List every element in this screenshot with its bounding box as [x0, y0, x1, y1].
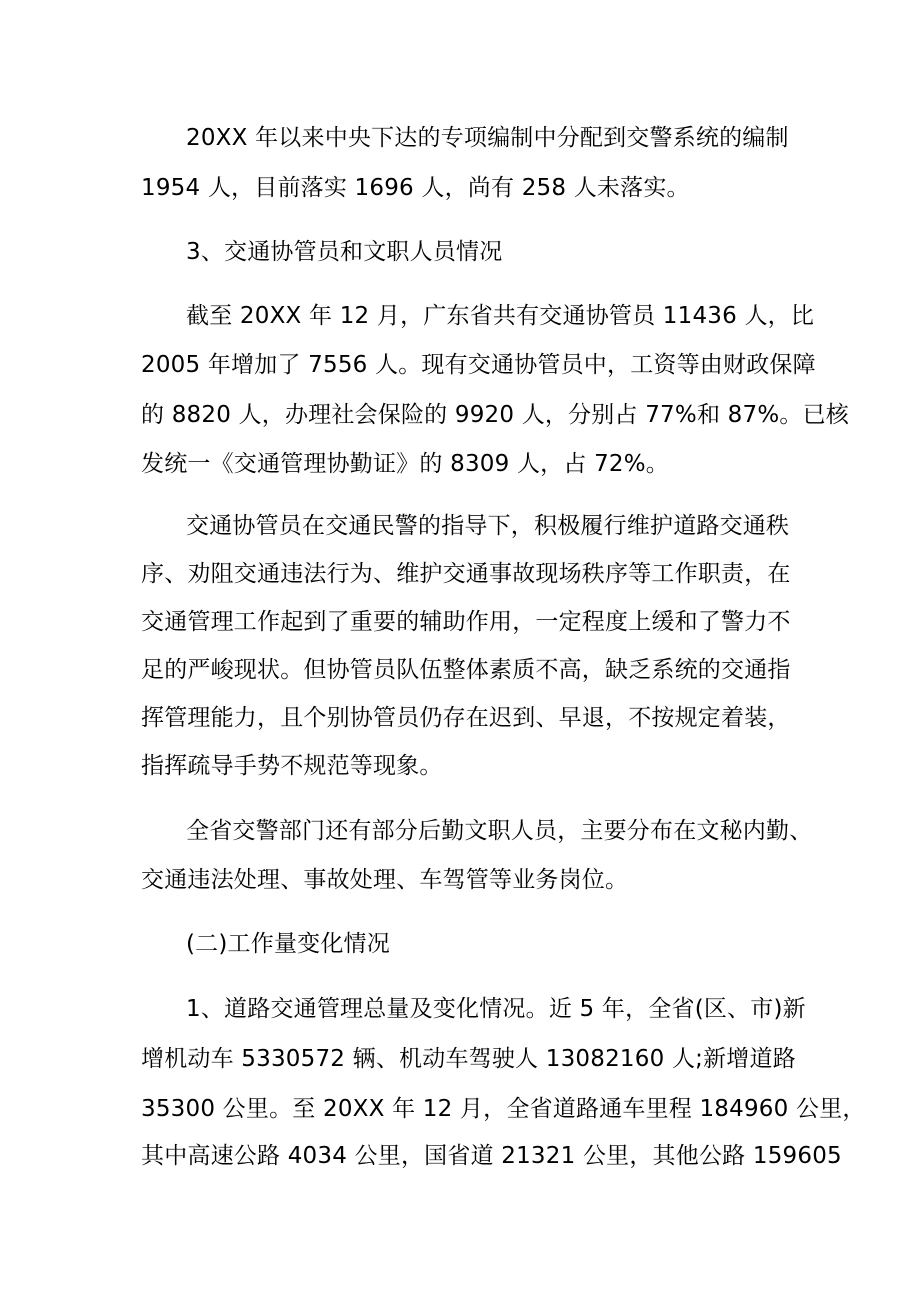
paragraph-line: 其中高速公路 4034 公里，国省道 21321 公里，其他公路 159605	[141, 1143, 842, 1169]
paragraph-line: 1、道路交通管理总量及变化情况。近 5 年，全省(区、市)新	[186, 996, 806, 1022]
paragraph-line: 挥管理能力，且个别协管员仍存在迟到、早退，不按规定着装，	[141, 705, 791, 731]
paragraph-line: 交通管理工作起到了重要的辅助作用，一定程度上缓和了警力不	[141, 609, 791, 635]
paragraph-line: 指挥疏导手势不规范等现象。	[141, 753, 443, 779]
paragraph-line: 截至 20XX 年 12 月，广东省共有交通协管员 11436 人，比	[186, 303, 815, 329]
paragraph-line: 20XX 年以来中央下达的专项编制中分配到交警系统的编制	[186, 125, 789, 151]
paragraph-line: 的 8820 人，办理社会保险的 9920 人，分别占 77%和 87%。已核	[141, 402, 849, 428]
paragraph-line: 增机动车 5330572 辆、机动车驾驶人 13082160 人;新增道路	[141, 1046, 796, 1072]
paragraph-line: 2005 年增加了 7556 人。现有交通协管员中，工资等由财政保障	[141, 352, 816, 378]
paragraph-line: 1954 人，目前落实 1696 人，尚有 258 人未落实。	[141, 175, 690, 201]
section-heading: (二)工作量变化情况	[186, 931, 390, 957]
paragraph-line: 全省交警部门还有部分后勤文职人员，主要分布在文秘内勤、	[186, 818, 813, 844]
paragraph-line: 交通协管员在交通民警的指导下，积极履行维护道路交通秩	[186, 513, 790, 539]
paragraph-line: 交通违法处理、事故处理、车驾管等业务岗位。	[141, 867, 629, 893]
section-heading: 3、交通协管员和文职人员情况	[186, 239, 503, 265]
paragraph-line: 序、劝阻交通违法行为、维护交通事故现场秩序等工作职责，在	[141, 561, 791, 587]
paragraph-line: 发统一《交通管理协勤证》的 8309 人，占 72%。	[141, 451, 669, 477]
paragraph-line: 35300 公里。至 20XX 年 12 月，全省道路通车里程 184960 公里，	[141, 1096, 866, 1122]
paragraph-line: 足的严峻现状。但协管员队伍整体素质不高，缺乏系统的交通指	[141, 657, 791, 683]
